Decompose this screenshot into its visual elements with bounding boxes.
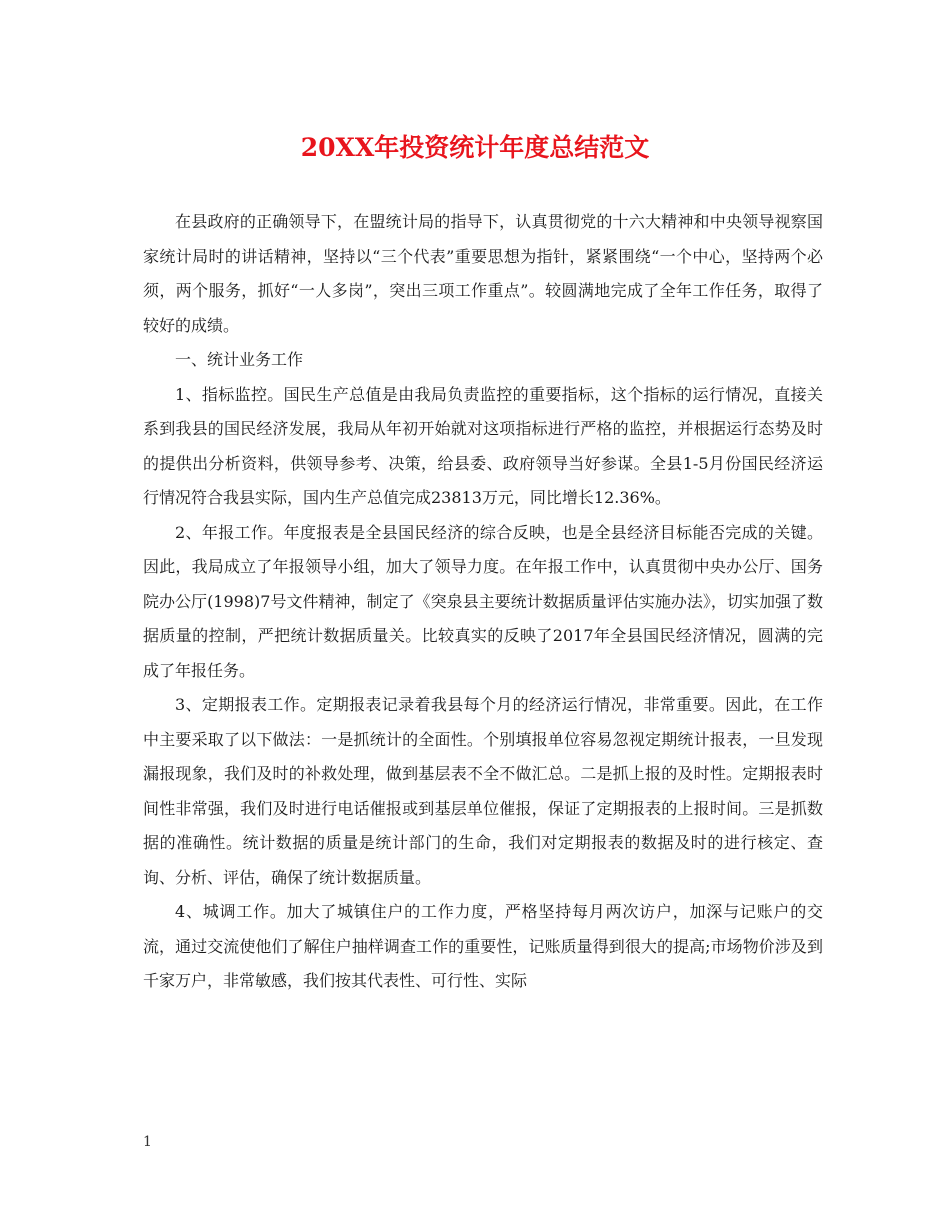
paragraph-annual-report: 2、年报工作。年度报表是全县国民经济的综合反映，也是全县经济目标能否完成的关键。因此，我局成立了年报领导小组，加大了领导力度。在年报工作中，认真贯彻中央办公厅、国务院办公厅(1998)7号文件精神，制定了《突泉县主要统计数据质量评估实施办法》，切实加强了数据质量的控制，严把统计数据质量关。比较真实的反映了2017年全县国民经济情况，圆满的完成了年报任务。 (143, 522, 823, 680)
paragraph-indicator-monitoring: 1、指标监控。国民生产总值是由我局负责监控的重要指标，这个指标的运行情况，直接关系到我县的国民经济发展，我局从年初开始就对这项指标进行严格的监控，并根据运行态势及时的提供出分析资料，供领导参考、决策，给县委、政府领导当好参谋。全县1-5月份国民经济运行情况符合我县实际，国内生产总值完成23813万元，同比增长12.36%。 (143, 384, 823, 507)
document-body (143, 205, 823, 999)
page-number: 1 (143, 1134, 152, 1150)
paragraph-urban-survey: 4、城调工作。加大了城镇住户的工作力度，严格坚持每月两次访户，加深与记账户的交流，通过交流使他们了解住户抽样调查工作的重要性，记账质量得到很大的提高;市场物价涉及到千家万户，非常敏感，我们按其代表性、可行性、实际 (143, 902, 823, 990)
paragraph-intro: 在县政府的正确领导下，在盟统计局的指导下，认真贯彻党的十六大精神和中央领导视察国家统计局时的讲话精神，坚持以“三个代表”重要思想为指针，紧紧围绕“一个中心，坚持两个必须，两个服务，抓好“一人多岗”，突出三项工作重点”。较圆满地完成了全年工作任务，取得了较好的成绩。 (143, 212, 823, 335)
paragraph-periodic-report: 3、定期报表工作。定期报表记录着我县每个月的经济运行情况，非常重要。因此，在工作中主要采取了以下做法：一是抓统计的全面性。个别填报单位容易忽视定期统计报表，一旦发现漏报现象，我们及时的补救处理，做到基层表不全不做汇总。二是抓上报的及时性。定期报表时间性非常强，我们及时进行电话催报或到基层单位催报，保证了定期报表的上报时间。三是抓数据的准确性。统计数据的质量是统计部门的生命，我们对定期报表的数据及时的进行核定、查询、分析、评估，确保了统计数据质量。 (143, 695, 823, 887)
section-heading: 一、统计业务工作 (175, 350, 304, 369)
document-title: 20XX年投资统计年度总结范文 (300, 133, 650, 162)
